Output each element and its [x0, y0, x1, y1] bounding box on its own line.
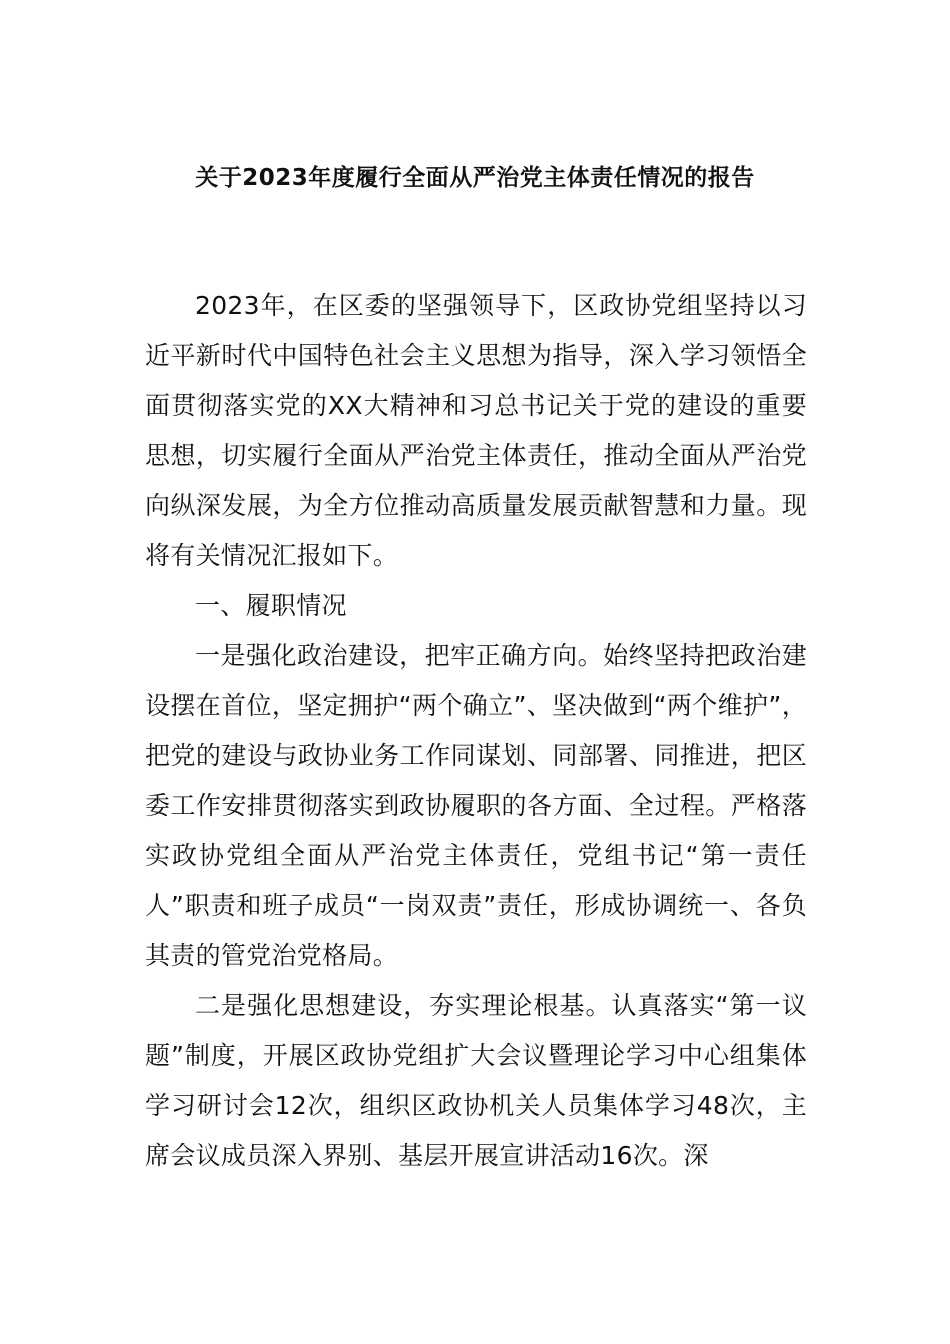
document-body	[145, 281, 807, 1181]
paragraph-ideological-building: 二是强化思想建设，夯实理论根基。认真落实“第一议题”制度，开展区政协党组扩大会议暨理论学习中心组集体学习研讨会12次，组织区政协机关人员集体学习48次，主席会议成员深入界别、基层开展宣讲活动16次。深	[145, 991, 807, 1170]
section-heading-performance: 一、履职情况	[195, 591, 347, 620]
paragraph-political-building: 一是强化政治建设，把牢正确方向。始终坚持把政治建设摆在首位，坚定拥护“两个确立”、坚决做到“两个维护”，把党的建设与政协业务工作同谋划、同部署、同推进，把区委工作安排贯彻落实到政协履职的各方面、全过程。严格落实政协党组全面从严治党主体责任，党组书记“第一责任人”职责和班子成员“一岗双责”责任，形成协调统一、各负其责的管党治党格局。	[145, 641, 807, 970]
paragraph-intro: 2023年，在区委的坚强领导下，区政协党组坚持以习近平新时代中国特色社会主义思想为指导，深入学习领悟全面贯彻落实党的XX大精神和习总书记关于党的建设的重要思想，切实履行全面从严治党主体责任，推动全面从严治党向纵深发展，为全方位推动高质量发展贡献智慧和力量。现将有关情况汇报如下。	[145, 291, 807, 570]
document-title: 关于2023年度履行全面从严治党主体责任情况的报告	[195, 165, 755, 191]
